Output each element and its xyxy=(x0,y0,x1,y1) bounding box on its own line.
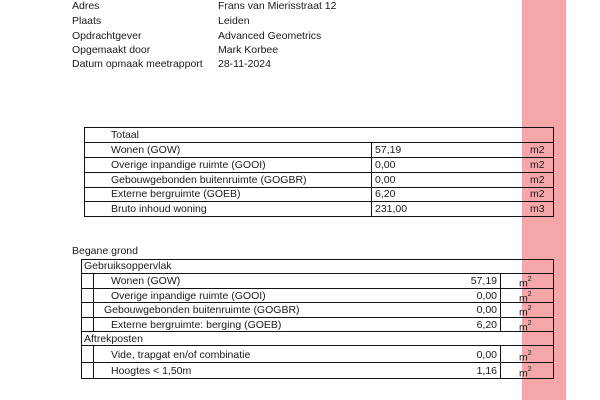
bg-row-label: Wonen (GOW) xyxy=(111,275,181,287)
totaal-row-value: 0,00 xyxy=(375,174,396,186)
bg-row-label: Gebouwgebonden buitenruimte (GOGBR) xyxy=(104,304,300,316)
totaal-row-label: Wonen (GOW) xyxy=(111,144,181,156)
totaal-row-unit: m2 xyxy=(530,174,545,186)
info-value-datum: 28-11-2024 xyxy=(218,58,271,70)
bg-deduction-label: Vide, trapgat en/of combinatie xyxy=(111,349,251,361)
totaal-row-unit: m2 xyxy=(530,159,545,171)
bg-deduction-unit: $m^2$ xyxy=(519,366,532,380)
bg-deduction-value: 0,00 xyxy=(476,349,497,361)
totaal-row-label: Gebouwgebonden buitenruimte (GOGBR) xyxy=(111,174,307,186)
info-label-opdrachtgever: Opdrachtgever xyxy=(72,30,142,42)
highlight-band xyxy=(522,0,566,400)
bg-row-label: Externe bergruimte: berging (GOEB) xyxy=(111,319,282,331)
totaal-row-value: 0,00 xyxy=(375,159,396,171)
bg-row-label: Overige inpandige ruimte (GOOI) xyxy=(111,290,266,302)
totaal-row-unit: m2 xyxy=(530,188,545,200)
totaal-row-label: Bruto inhoud woning xyxy=(111,203,207,215)
section-gebruiksoppervlak: Gebruiksoppervlak xyxy=(84,260,172,272)
info-value-plaats: Leiden xyxy=(218,15,250,27)
bg-row-value: 6,20 xyxy=(476,319,497,331)
bg-row-unit: $m^2$ xyxy=(519,320,532,334)
section-aftrekposten: Aftrekposten xyxy=(84,333,143,345)
bg-row-unit: $m^2$ xyxy=(519,305,532,319)
bg-deduction-value: 1,16 xyxy=(476,365,497,377)
totaal-row-label: Overige inpandige ruimte (GOOI) xyxy=(111,159,266,171)
totaal-row-label: Externe bergruimte (GOEB) xyxy=(111,188,241,200)
info-label-plaats: Plaats xyxy=(72,15,102,27)
info-label-datum: Datum opmaak meetrapport xyxy=(72,58,203,70)
info-value-opgemaakt-door: Mark Korbee xyxy=(218,44,279,56)
bg-row-value: 0,00 xyxy=(476,304,497,316)
bg-row-value: 57,19 xyxy=(470,275,497,287)
begane-grond-title: Begane grond xyxy=(72,245,138,257)
bg-deduction-unit: $m^2$ xyxy=(519,350,532,364)
totaal-row-value: 57,19 xyxy=(375,144,402,156)
info-label-adres: Adres xyxy=(72,0,100,12)
totaal-row-value: 6,20 xyxy=(375,188,396,200)
info-value-opdrachtgever: Advanced Geometrics xyxy=(218,30,322,42)
bg-row-unit: $m^2$ xyxy=(519,276,532,290)
totaal-row-value: 231,00 xyxy=(375,203,408,215)
totaal-row-unit: m3 xyxy=(530,203,545,215)
bg-row-value: 0,00 xyxy=(476,290,497,302)
bg-row-unit: $m^2$ xyxy=(519,291,532,305)
info-value-adres: Frans van Mierisstraat 12 xyxy=(218,0,337,12)
info-label-opgemaakt-door: Opgemaakt door xyxy=(72,44,151,56)
bg-deduction-label: Hoogtes < 1,50m xyxy=(111,365,192,377)
totaal-row-unit: m2 xyxy=(530,144,545,156)
totaal-title: Totaal xyxy=(111,129,140,141)
